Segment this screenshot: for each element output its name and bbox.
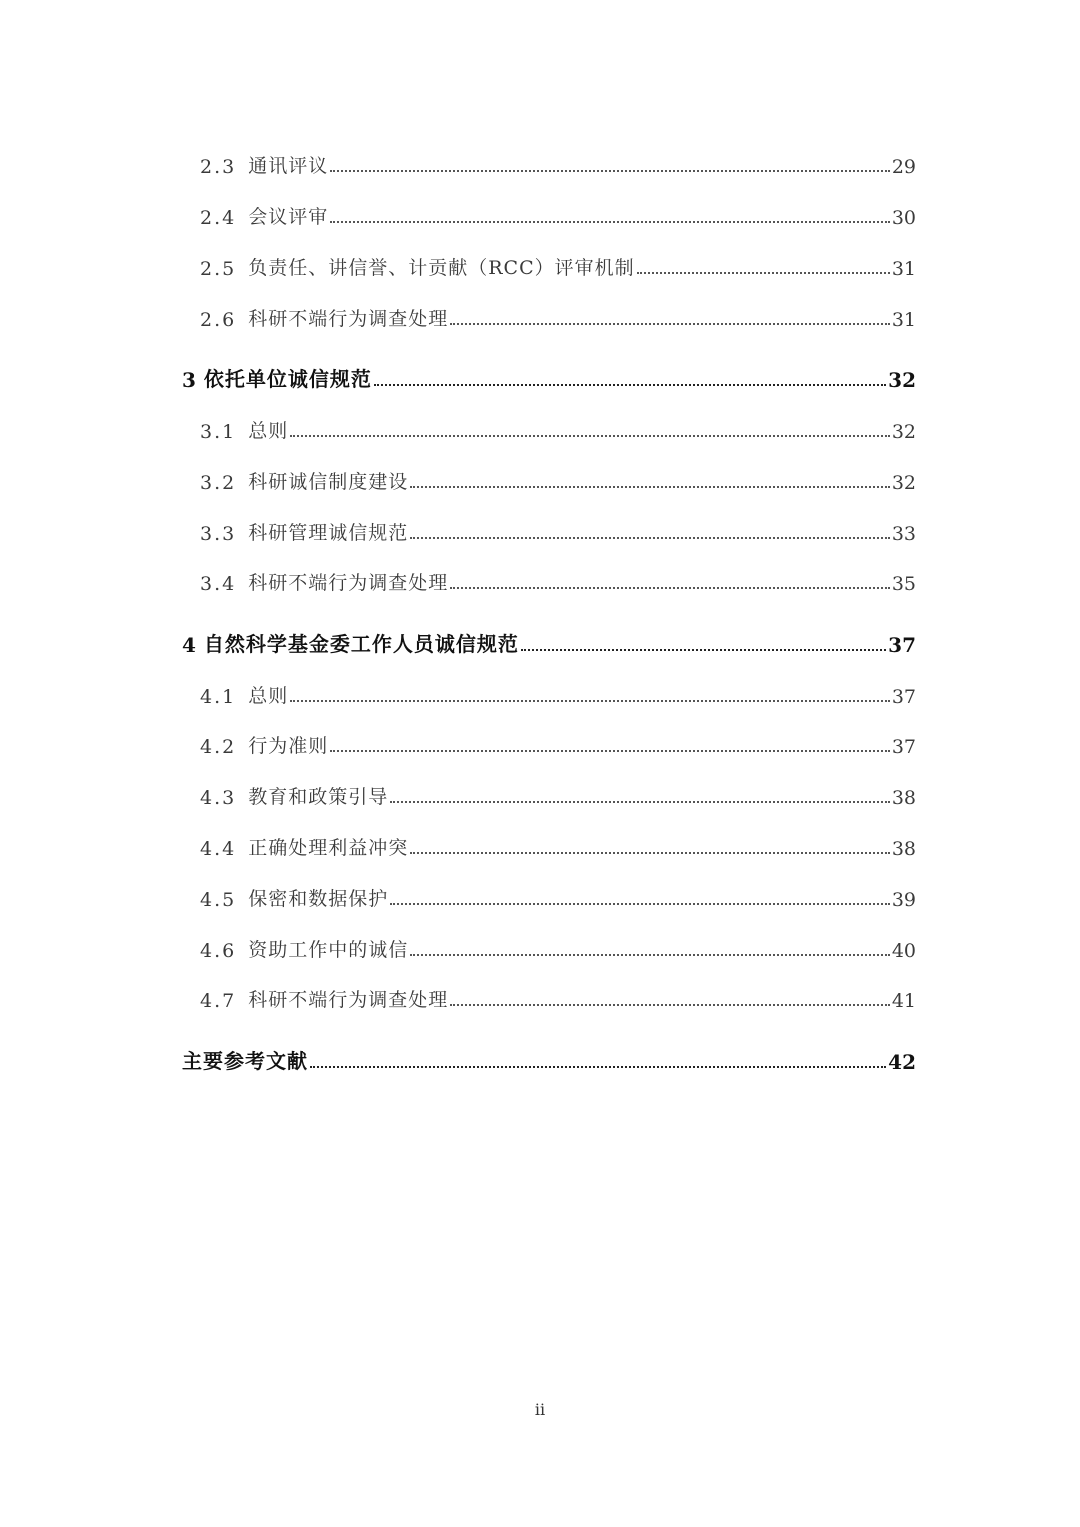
dot-leader: [637, 272, 890, 274]
toc-entry-number: 4.6: [200, 940, 237, 962]
toc-entry-page: 37: [891, 736, 916, 758]
dot-leader: [374, 384, 886, 386]
toc-chapter-number: 3: [182, 368, 196, 392]
toc-chapter-references[interactable]: [182, 1044, 916, 1074]
toc-chapter-title: 主要参考文献: [182, 1049, 308, 1073]
toc-entry-page: 35: [891, 573, 916, 595]
dot-leader: [450, 323, 890, 325]
toc-entry-page: 33: [891, 523, 916, 545]
dot-leader: [410, 537, 890, 539]
dot-leader: [450, 1004, 890, 1006]
dot-leader: [330, 221, 890, 223]
toc-entry-number: 3.2: [200, 472, 237, 494]
toc-entry-page: 32: [891, 421, 916, 443]
dot-leader: [521, 649, 886, 651]
toc-entry-number: 4.4: [200, 838, 237, 860]
toc-entry-2-6[interactable]: [200, 301, 916, 331]
dot-leader: [330, 750, 890, 752]
toc-entry-number: 4.3: [200, 787, 237, 809]
toc-chapter-4[interactable]: [182, 627, 916, 657]
toc-entry-title: 保密和数据保护: [248, 888, 389, 910]
toc-entry-page: 38: [891, 787, 916, 809]
toc-entry-title: 科研不端行为调查处理: [248, 308, 449, 330]
toc-entry-number: 3.1: [200, 421, 237, 443]
toc-entry-number: 4.5: [200, 889, 237, 911]
dot-leader: [390, 801, 890, 803]
toc-chapter-3[interactable]: [182, 362, 916, 392]
toc-entry-title: 负责任、讲信誉、计贡献（RCC）评审机制: [248, 257, 635, 279]
toc-entry-4-5[interactable]: [200, 881, 916, 911]
toc-entry-title: 总则: [248, 685, 289, 707]
toc-entry-title: 科研不端行为调查处理: [248, 572, 449, 594]
toc-entry-3-2[interactable]: [200, 464, 916, 494]
toc-entry-page: 41: [891, 990, 916, 1012]
toc-entry-title: 行为准则: [248, 735, 329, 757]
dot-leader: [410, 954, 890, 956]
toc-entry-title: 科研诚信制度建设: [248, 471, 409, 493]
toc-entry-title: 正确处理利益冲突: [248, 837, 409, 859]
toc-entry-page: 39: [891, 889, 916, 911]
dot-leader: [450, 587, 890, 589]
dot-leader: [410, 852, 890, 854]
dot-leader: [410, 486, 890, 488]
toc-entry-number: 4.2: [200, 736, 237, 758]
toc-entry-title: 教育和政策引导: [248, 786, 389, 808]
toc-entry-number: 4.1: [200, 686, 237, 708]
toc-entry-page: 30: [891, 207, 916, 229]
toc-entry-2-4[interactable]: [200, 199, 916, 229]
toc-entry-3-4[interactable]: [200, 565, 916, 595]
toc-entry-4-1[interactable]: [200, 678, 916, 708]
dot-leader: [290, 700, 890, 702]
toc-entry-page: 31: [891, 258, 916, 280]
toc-entry-number: 2.4: [200, 207, 237, 229]
toc-entry-4-7[interactable]: [200, 982, 916, 1012]
toc-chapter-page: 37: [888, 633, 916, 657]
toc-entry-page: 37: [891, 686, 916, 708]
toc-entry-4-6[interactable]: [200, 932, 916, 962]
toc-entry-number: 2.5: [200, 258, 237, 280]
toc-entry-title: 总则: [248, 420, 289, 442]
toc-entry-title: 科研不端行为调查处理: [248, 989, 449, 1011]
toc-entry-4-2[interactable]: [200, 728, 916, 758]
toc-entry-number: 3.4: [200, 573, 237, 595]
toc-entry-number: 2.6: [200, 309, 237, 331]
toc-chapter-page: 32: [888, 368, 916, 392]
toc-entry-title: 通讯评议: [248, 155, 329, 177]
toc-entry-2-3[interactable]: [200, 148, 916, 178]
toc-entry-page: 31: [891, 309, 916, 331]
toc-entry-3-1[interactable]: [200, 413, 916, 443]
toc-entry-title: 科研管理诚信规范: [248, 522, 409, 544]
page-number: ii: [534, 1400, 546, 1419]
toc-entry-page: 38: [891, 838, 916, 860]
toc-entry-2-5[interactable]: [200, 250, 916, 280]
toc-entry-title: 资助工作中的诚信: [248, 939, 409, 961]
toc-entry-number: 3.3: [200, 523, 237, 545]
toc-entry-page: 29: [891, 156, 916, 178]
toc-chapter-title: 自然科学基金委工作人员诚信规范: [203, 632, 519, 656]
toc-entry-page: 32: [891, 472, 916, 494]
toc-entry-4-4[interactable]: [200, 830, 916, 860]
toc-entry-title: 会议评审: [248, 206, 329, 228]
dot-leader: [330, 170, 890, 172]
toc-chapter-number: 4: [182, 633, 196, 657]
toc-entry-3-3[interactable]: [200, 515, 916, 545]
dot-leader: [310, 1066, 886, 1068]
dot-leader: [390, 903, 890, 905]
toc-chapter-title: 依托单位诚信规范: [203, 367, 372, 391]
toc-entry-number: 2.3: [200, 156, 237, 178]
toc-chapter-page: 42: [888, 1050, 916, 1074]
toc-entry-page: 40: [891, 940, 916, 962]
toc-entry-number: 4.7: [200, 990, 237, 1012]
toc-entry-4-3[interactable]: [200, 779, 916, 809]
dot-leader: [290, 435, 890, 437]
